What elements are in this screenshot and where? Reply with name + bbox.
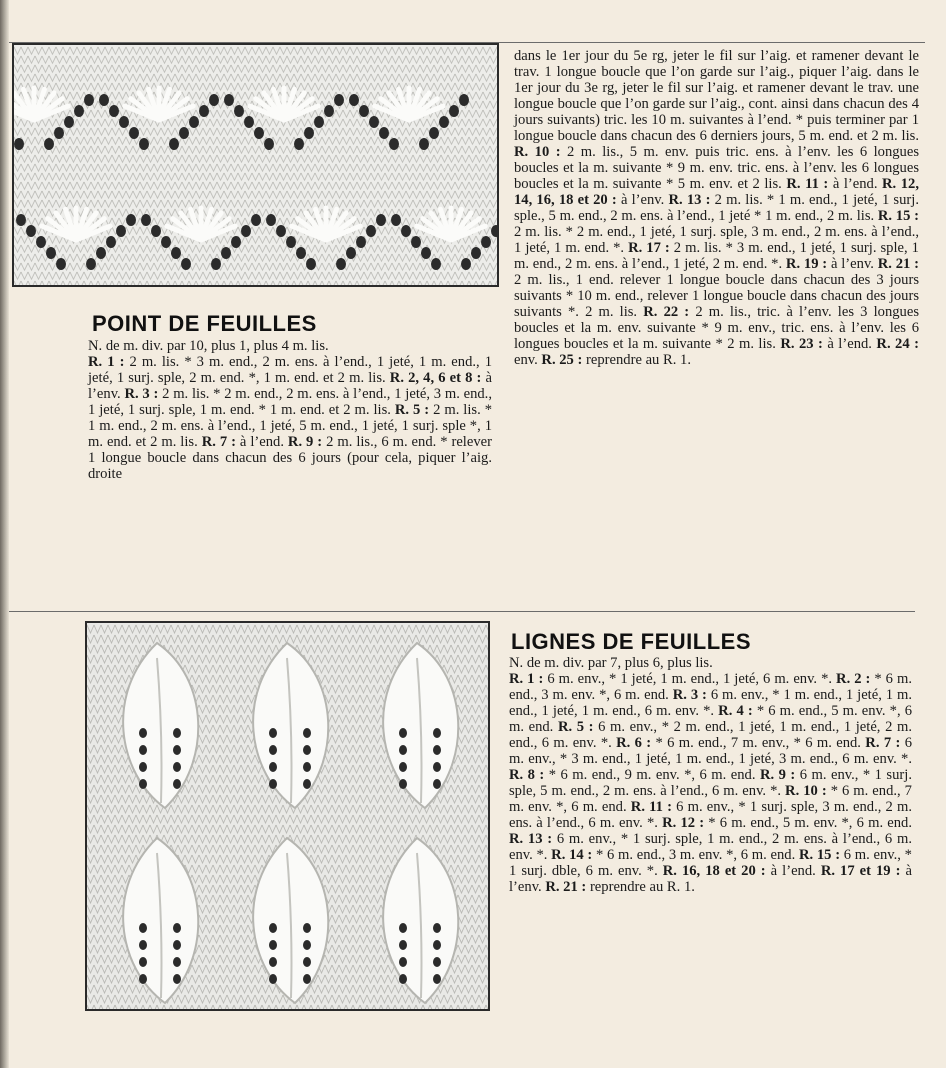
row-label: R. 17 et 19 : bbox=[820, 863, 901, 879]
eyelet-hole bbox=[116, 225, 126, 237]
row-label: R. 14 : bbox=[551, 847, 593, 863]
eyelet-hole bbox=[269, 923, 277, 933]
row-label: R. 4 : bbox=[718, 703, 753, 719]
row-text: * 6 m. end., 7 m. env. *, 6 m. end. bbox=[509, 783, 912, 815]
row-label: R. 8 : bbox=[509, 767, 545, 783]
eyelet-hole bbox=[269, 745, 277, 755]
eyelet-hole bbox=[296, 247, 306, 259]
eyelet-hole bbox=[209, 94, 219, 106]
eyelet-hole bbox=[303, 923, 311, 933]
eyelet-hole bbox=[251, 214, 261, 226]
row-text: 2 m. lis., 5 m. env. puis tric. ens. à l’env. les 6 longues boucles et la m. suivante * 9 m. env. tric. ens. à l’env. les 6 longues boucles et la m. suivante * 5 m. env. et 2 lis. bbox=[514, 144, 919, 192]
eyelet-hole bbox=[119, 116, 129, 128]
eyelet-hole bbox=[433, 923, 441, 933]
row-text: * 6 m. end., 5 m. env. *, 6 m. end. bbox=[509, 703, 912, 735]
eyelet-hole bbox=[433, 940, 441, 950]
eyelet-hole bbox=[264, 138, 274, 150]
lignes-de-feuilles-instructions bbox=[509, 655, 912, 895]
row-label: R. 5 : bbox=[557, 719, 594, 735]
eyelet-hole bbox=[141, 214, 151, 226]
row-label: R. 16, 18 et 20 : bbox=[662, 863, 766, 879]
eyelet-hole bbox=[389, 138, 399, 150]
eyelet-hole bbox=[161, 236, 171, 248]
row-text: * 6 m. end., 7 m. env., * 6 m. end. bbox=[651, 735, 866, 751]
eyelet-hole bbox=[431, 258, 441, 270]
eyelet-hole bbox=[171, 247, 181, 259]
row-text: 6 m. env., * 1 m. end., 1 jeté, 1 m. end., 1 jeté, 1 m. end., 6 m. env. *. bbox=[509, 687, 912, 719]
row-text: à l’end. bbox=[765, 863, 821, 879]
row-label: R. 15 : bbox=[877, 208, 919, 224]
row-label: R. 23 : bbox=[780, 336, 823, 352]
eyelet-hole bbox=[269, 728, 277, 738]
row-text: 6 m. env., * 1 surj. sple, 1 m. end., 2 m. ens. à l’end., 6 m. env. *. bbox=[509, 831, 912, 863]
eyelet-hole bbox=[269, 974, 277, 984]
eyelet-hole bbox=[74, 105, 84, 117]
row-label: R. 12 : bbox=[662, 815, 705, 831]
eyelet-hole bbox=[269, 940, 277, 950]
row-text: 6 m. env., * 2 m. end., 1 jeté, 1 m. end., 1 jeté, 2 m. end., 6 m. env. *. bbox=[509, 719, 912, 751]
row-label: R. 1 : bbox=[509, 671, 544, 687]
point-de-feuilles-instructions-right bbox=[514, 48, 919, 368]
eyelet-hole bbox=[276, 225, 286, 237]
eyelet-hole bbox=[179, 127, 189, 139]
row-label: R. 9 : bbox=[287, 434, 323, 450]
row-label: R. 11 : bbox=[630, 799, 672, 815]
eyelet-hole bbox=[439, 116, 449, 128]
lignes-de-feuilles-rows bbox=[509, 671, 912, 895]
eyelet-hole bbox=[356, 236, 366, 248]
row-label: R. 3 : bbox=[124, 386, 159, 402]
eyelet-hole bbox=[269, 762, 277, 772]
eyelet-hole bbox=[399, 728, 407, 738]
row-label: R. 22 : bbox=[643, 304, 690, 320]
eyelet-hole bbox=[199, 105, 209, 117]
eyelet-hole bbox=[399, 957, 407, 967]
knit-swatch-photo-lignes-de-feuilles bbox=[85, 621, 490, 1011]
eyelet-hole bbox=[481, 236, 491, 248]
eyelet-hole bbox=[433, 728, 441, 738]
eyelet-hole bbox=[303, 974, 311, 984]
row-text: 6 m. env., * 1 surj. dble, 6 m. env. *. bbox=[509, 847, 912, 879]
row-text: * 6 m. end., 3 m. env. *, 6 m. end. bbox=[509, 671, 912, 703]
eyelet-hole bbox=[139, 745, 147, 755]
eyelet-hole bbox=[376, 214, 386, 226]
row-label: R. 13 : bbox=[509, 831, 553, 847]
row-label: R. 19 : bbox=[785, 256, 828, 272]
row-text: à l’env. bbox=[616, 192, 669, 208]
eyelet-hole bbox=[379, 127, 389, 139]
row-text: 2 m. lis. * 1 m. end., 1 jeté, 1 surj. sple., 5 m. end., 2 m. ens. à l’end., 1 jeté * 1 m. end., 2 m. lis. bbox=[514, 192, 919, 224]
eyelet-hole bbox=[139, 762, 147, 772]
eyelet-hole bbox=[64, 116, 74, 128]
row-text: à l’env. bbox=[509, 863, 912, 895]
swatch-2-graphic bbox=[87, 623, 488, 1009]
eyelet-hole bbox=[54, 127, 64, 139]
eyelet-hole bbox=[139, 940, 147, 950]
eyelet-hole bbox=[314, 116, 324, 128]
eyelet-hole bbox=[369, 116, 379, 128]
eyelet-hole bbox=[303, 940, 311, 950]
eyelet-hole bbox=[173, 923, 181, 933]
eyelet-hole bbox=[254, 127, 264, 139]
row-text: 2 m. lis., tric. à l’env. les 3 longues boucles et la m. env. suivante * 9 m. env., tric. ens. à l’env. les 6 longues boucles et la m. suivante * 2 m. lis. bbox=[514, 304, 919, 352]
row-label: R. 6 : bbox=[616, 735, 652, 751]
eyelet-hole bbox=[334, 94, 344, 106]
eyelet-hole bbox=[126, 214, 136, 226]
eyelet-hole bbox=[86, 258, 96, 270]
lignes-de-feuilles-intro: N. de m. div. par 7, plus 6, plus lis. bbox=[509, 655, 713, 671]
eyelet-hole bbox=[304, 127, 314, 139]
row-text: 2 m. lis., 6 m. end. * relever 1 longue boucle dans chacun des 6 jours (pour cela, piquer l’aig. droite bbox=[88, 434, 492, 482]
eyelet-hole bbox=[303, 779, 311, 789]
eyelet-hole bbox=[109, 105, 119, 117]
row-text: 2 m. lis. * 3 m. end., 2 m. ens. à l’end., 1 jeté, 1 m. end., 1 jeté, 1 surj. sple, 2 m. end. *, 1 m. end. et 2 m. lis. bbox=[88, 354, 492, 386]
eyelet-hole bbox=[173, 957, 181, 967]
eyelet-hole bbox=[96, 247, 106, 259]
eyelet-hole bbox=[173, 728, 181, 738]
eyelet-hole bbox=[306, 258, 316, 270]
eyelet-hole bbox=[269, 957, 277, 967]
eyelet-hole bbox=[433, 974, 441, 984]
row-label: R. 13 : bbox=[668, 192, 711, 208]
eyelet-hole bbox=[221, 247, 231, 259]
row-text: 6 m. env., * 1 jeté, 1 m. end., 1 jeté, 6 m. env. *. bbox=[543, 671, 837, 687]
eyelet-hole bbox=[391, 214, 401, 226]
row-label: R. 15 : bbox=[798, 847, 841, 863]
eyelet-hole bbox=[471, 247, 481, 259]
eyelet-hole bbox=[433, 745, 441, 755]
eyelet-hole bbox=[429, 127, 439, 139]
eyelet-hole bbox=[303, 957, 311, 967]
swatch-1-graphic bbox=[14, 45, 497, 285]
row-label: R. 11 : bbox=[786, 176, 829, 192]
point-de-feuilles-intro: N. de m. div. par 10, plus 1, plus 4 m. lis. bbox=[88, 338, 329, 354]
eyelet-hole bbox=[231, 236, 241, 248]
eyelet-hole bbox=[399, 779, 407, 789]
eyelet-hole bbox=[399, 974, 407, 984]
eyelet-hole bbox=[401, 225, 411, 237]
eyelet-hole bbox=[106, 236, 116, 248]
eyelet-hole bbox=[269, 779, 277, 789]
row-text: 6 m. env., * 1 surj. sple, 5 m. end., 2 m. ens. à l’end., 6 m. env. *. bbox=[509, 767, 912, 799]
row-text: * 6 m. end., 9 m. env. *, 6 m. end. bbox=[544, 767, 760, 783]
eyelet-hole bbox=[139, 923, 147, 933]
eyelet-hole bbox=[433, 957, 441, 967]
eyelet-hole bbox=[189, 116, 199, 128]
section-title-point-de-feuilles: POINT DE FEUILLES bbox=[92, 311, 317, 336]
eyelet-hole bbox=[211, 258, 221, 270]
eyelet-hole bbox=[169, 138, 179, 150]
eyelet-hole bbox=[419, 138, 429, 150]
eyelet-hole bbox=[336, 258, 346, 270]
eyelet-hole bbox=[14, 138, 24, 150]
eyelet-hole bbox=[139, 779, 147, 789]
eyelet-hole bbox=[303, 745, 311, 755]
eyelet-hole bbox=[173, 762, 181, 772]
row-label: R. 2, 4, 6 et 8 : bbox=[389, 370, 482, 386]
eyelet-hole bbox=[99, 94, 109, 106]
eyelet-hole bbox=[459, 94, 469, 106]
row-label: R. 10 : bbox=[785, 783, 827, 799]
eyelet-hole bbox=[224, 94, 234, 106]
eyelet-hole bbox=[346, 247, 356, 259]
eyelet-hole bbox=[461, 258, 471, 270]
eyelet-hole bbox=[26, 225, 36, 237]
row-label: R. 12, 14, 16, 18 et 20 : bbox=[514, 176, 919, 208]
row-label: R. 21 : bbox=[877, 256, 919, 272]
row-label: R. 9 : bbox=[759, 767, 796, 783]
section-divider bbox=[9, 611, 915, 612]
eyelet-hole bbox=[399, 940, 407, 950]
eyelet-hole bbox=[399, 762, 407, 772]
knit-swatch-photo-point-de-feuilles bbox=[12, 43, 499, 287]
row-text: à l’end. bbox=[822, 336, 877, 352]
row-label: R. 2 : bbox=[836, 671, 871, 687]
row-label: R. 24 : bbox=[876, 336, 919, 352]
eyelet-hole bbox=[349, 94, 359, 106]
row-label: R. 10 : bbox=[514, 144, 561, 160]
row-text: 2 m. lis. * 2 m. end., 2 m. ens. à l’end., 1 jeté, 3 m. end., 1 jeté, 1 surj. sple, 1 m. end. * 1 m. end. et 2 m. lis. bbox=[88, 386, 492, 418]
eyelet-hole bbox=[16, 214, 26, 226]
section-title-lignes-de-feuilles: LIGNES DE FEUILLES bbox=[511, 629, 752, 654]
point-de-feuilles-rows-part1 bbox=[88, 354, 492, 482]
eyelet-hole bbox=[449, 105, 459, 117]
eyelet-hole bbox=[84, 94, 94, 106]
eyelet-hole bbox=[366, 225, 376, 237]
row-text: 6 m. env., * 1 surj. sple, 3 m. end., 2 m. ens. à l’end., 6 m. env. *. bbox=[509, 799, 913, 831]
row-text: 2 m. lis. * 3 m. end., 1 jeté, 1 surj. sple, 1 m. end., 2 m. ens. à l’end., 1 jeté, 2 m. end. *. bbox=[514, 240, 919, 272]
eyelet-hole bbox=[421, 247, 431, 259]
row-label: R. 7 : bbox=[865, 735, 901, 751]
row-text: * 6 m. end., 5 m. env. *, 6 m. end. bbox=[704, 815, 912, 831]
row-text: 6 m. env., * 3 m. end., 1 jeté, 1 m. end., 1 jeté, 3 m. end., 6 m. env. *. bbox=[509, 735, 912, 767]
eyelet-hole bbox=[399, 923, 407, 933]
eyelet-hole bbox=[433, 779, 441, 789]
row-text: reprendre au R. 1. bbox=[582, 352, 691, 368]
eyelet-hole bbox=[139, 728, 147, 738]
eyelet-hole bbox=[129, 127, 139, 139]
row-text: dans le 1er jour du 5e rg, jeter le fil sur l’aig. et ramener devant le trav. 1 longue boucle que l’on garde sur l’aig., piquer l’aig. dans le 1er jour du 3e rg, jeter le fil sur l’aig. et ramener devant le trav. une longue boucle que l’on garde sur l’aig., cont. ainsi dans chacun des 4 jours suivants) tric. les 10 m. suivantes à l’end. * puis terminer par 1 longue boucle dans chacun des 6 derniers jours, 5 m. end. et 2 m. lis. bbox=[514, 48, 919, 144]
eyelet-hole bbox=[139, 138, 149, 150]
eyelet-hole bbox=[286, 236, 296, 248]
page-spine bbox=[0, 0, 9, 1068]
row-text: reprendre au R. 1. bbox=[586, 879, 695, 895]
eyelet-hole bbox=[294, 138, 304, 150]
row-text: 2 m. lis. * 1 m. end., 2 m. ens. à l’end., 1 jeté, 5 m. end., 1 jeté, 1 surj. sple *, 1 m. end. et 2 m. lis. bbox=[88, 402, 492, 450]
eyelet-hole bbox=[139, 974, 147, 984]
row-text: 2 m. lis., 1 end. relever 1 longue boucle dans chacun des 3 jours suivants * 10 m. end., relever 1 longue boucle dans chacun des jours suivants *. 2 m. lis. bbox=[514, 272, 919, 320]
row-text: 2 m. lis. * 2 m. end., 1 jeté, 1 surj. sple, 3 m. end., 2 m. ens. à l’end., 1 jeté, 1 m. end. *. bbox=[514, 224, 919, 256]
eyelet-hole bbox=[46, 247, 56, 259]
row-text: à l’end. bbox=[828, 176, 883, 192]
eyelet-hole bbox=[399, 745, 407, 755]
row-label: R. 17 : bbox=[628, 240, 670, 256]
eyelet-hole bbox=[151, 225, 161, 237]
eyelet-hole bbox=[173, 974, 181, 984]
row-text: à l’env. bbox=[88, 370, 492, 402]
eyelet-hole bbox=[241, 225, 251, 237]
eyelet-hole bbox=[44, 138, 54, 150]
eyelet-hole bbox=[411, 236, 421, 248]
row-text: à l’end. bbox=[235, 434, 288, 450]
eyelet-hole bbox=[433, 762, 441, 772]
eyelet-hole bbox=[303, 728, 311, 738]
eyelet-hole bbox=[244, 116, 254, 128]
eyelet-hole bbox=[359, 105, 369, 117]
row-label: R. 5 : bbox=[394, 402, 430, 418]
eyelet-hole bbox=[36, 236, 46, 248]
eyelet-hole bbox=[181, 258, 191, 270]
row-label: R. 7 : bbox=[201, 434, 236, 450]
row-label: R. 25 : bbox=[541, 352, 583, 368]
eyelet-hole bbox=[324, 105, 334, 117]
eyelet-hole bbox=[234, 105, 244, 117]
eyelet-hole bbox=[303, 762, 311, 772]
row-label: R. 3 : bbox=[672, 687, 707, 703]
eyelet-hole bbox=[173, 779, 181, 789]
eyelet-hole bbox=[173, 745, 181, 755]
point-de-feuilles-rows-part2 bbox=[514, 48, 919, 368]
row-label: R. 1 : bbox=[88, 354, 125, 370]
row-label: R. 21 : bbox=[545, 879, 587, 895]
row-text: env. bbox=[514, 352, 542, 368]
eyelet-hole bbox=[266, 214, 276, 226]
eyelet-hole bbox=[173, 940, 181, 950]
row-text: * 6 m. end., 3 m. env. *, 6 m. end. bbox=[592, 847, 799, 863]
eyelet-hole bbox=[139, 957, 147, 967]
row-text: à l’env. bbox=[827, 256, 878, 272]
point-de-feuilles-instructions-left bbox=[88, 338, 492, 482]
eyelet-hole bbox=[56, 258, 66, 270]
